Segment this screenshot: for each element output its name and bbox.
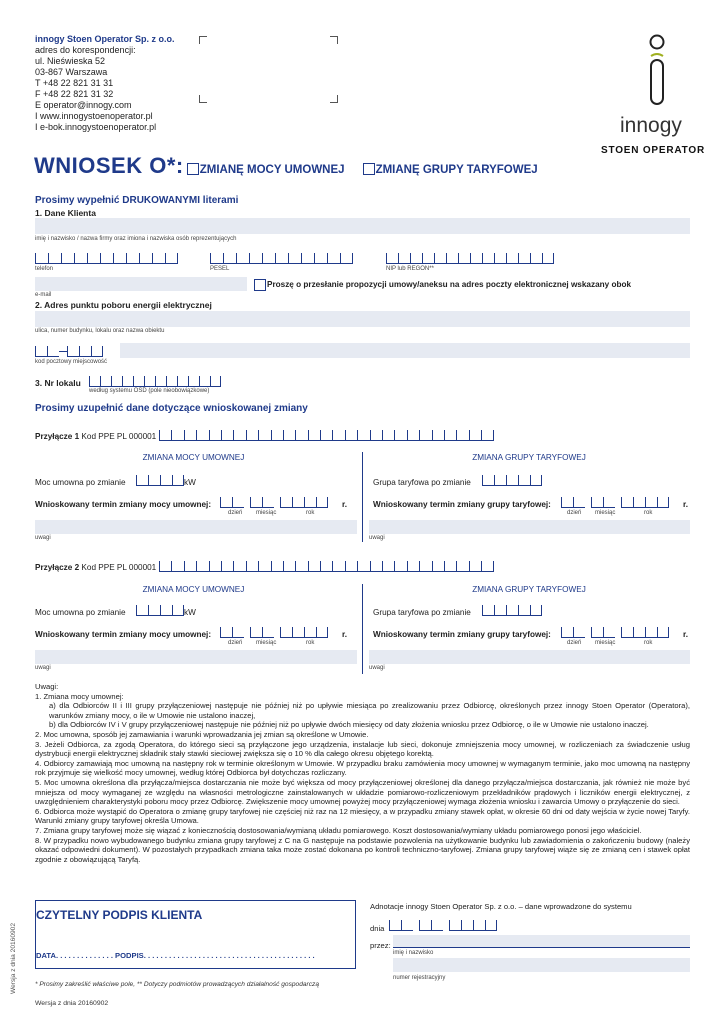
unit-sub-label: według systemu OSD (pole nieobowiązkowe) bbox=[89, 388, 210, 394]
c1-power-term: Wnioskowany termin zmiany mocy umownej: bbox=[35, 500, 212, 509]
c2-power-r: r. bbox=[342, 630, 348, 639]
note-item: 5. Moc umowna określona dla przyłącza/miejsca dostarczania nie może być większa od mocy przyłączeniowej określonej dla danego przyłącza/miejsca dostarczania, jak również nie może być mniejsza od mocy wymaganej ze względu na własności metrologiczne zainstalowanych w układzie pomiarowo-rozliczeniowym przekładników prądowych i liczników energii elektrycznej, z uwzględnieniem charakterystyki poboru mocy przez Odbiorcę. Zwiększenie mocy umownej powyżej mocy przyłączeniowej wymaga złożenia wniosku i zawarcia Umowy o przyłączenie do sieci. bbox=[35, 777, 690, 807]
client-name-label: imię i nazwisko / nazwa firmy oraz imiona i nazwiska osób reprezentujących bbox=[35, 236, 237, 242]
c2-group-term: Wnioskowany termin zmiany grupy taryfowej: bbox=[373, 630, 551, 639]
note-item: 4. Odbiorcy zamawiają moc umowną na następny rok w terminie określonym w Umowie. W przypadku braku zamówienia mocy umownej w wymaganym terminie, jako moc umowną na następny rok przyjmuje się wielkość mocy umownej, według której Odbiorca był dotychczas rozliczany. bbox=[35, 758, 690, 778]
c1-day: dzień bbox=[228, 510, 243, 516]
unit-comb[interactable] bbox=[89, 376, 221, 387]
request-heading: Prosimy uzupełnić dane dotyczące wnioskowanej zmiany bbox=[35, 403, 308, 414]
option-power-label: ZMIANĘ MOCY UMOWNEJ bbox=[199, 164, 345, 176]
email-label: e-mail bbox=[35, 292, 52, 298]
c1-year: rok bbox=[306, 510, 315, 516]
ppe2-comb[interactable] bbox=[159, 561, 494, 572]
window-corner bbox=[199, 36, 207, 44]
company-line: T +48 22 821 31 31 bbox=[35, 78, 114, 88]
pesel-label: PESEL bbox=[210, 266, 230, 272]
company-block bbox=[35, 34, 205, 133]
company-line: I e-bok.innogystoenoperator.pl bbox=[35, 122, 157, 132]
connection2-bold: Przyłącze 2 bbox=[35, 563, 80, 572]
c2-power-date-comb[interactable] bbox=[220, 627, 328, 638]
title-main: WNIOSEK O*: bbox=[34, 153, 184, 178]
annotation-date-label: dnia bbox=[370, 924, 385, 933]
c2-divider bbox=[362, 584, 363, 674]
side-version: Wersja z dnia 20160902 bbox=[10, 923, 17, 994]
c2-g-month: miesiąc bbox=[595, 640, 616, 646]
nip-label: NIP lub REGON** bbox=[386, 266, 434, 272]
ppe1-comb[interactable] bbox=[159, 430, 494, 441]
note-item: 6. Odbiorca może wystąpić do Operatora o zmianę grupy taryfowej nie częściej niż raz na 12 miesięcy, a w przypadku zmiany stawek opłat, w okresie 60 dni od daty wejścia w życie nowej Taryfy. Warunki zmiany grupy taryfowej określa Umowa. bbox=[35, 806, 690, 826]
connection1-bold: Przyłącze 1 bbox=[35, 432, 80, 441]
connection1-label bbox=[35, 432, 156, 441]
window-corner bbox=[330, 95, 338, 103]
c2-group-label: Grupa taryfowa po zmianie bbox=[373, 608, 471, 617]
c2-remarks-right[interactable] bbox=[369, 650, 690, 664]
street-field[interactable] bbox=[35, 311, 690, 327]
c1-power-label: Moc umowna po zmianie bbox=[35, 478, 126, 487]
innogy-logo-icon bbox=[640, 34, 674, 110]
version-label: Wersja z dnia 20160902 bbox=[35, 1000, 109, 1007]
c2-g-year: rok bbox=[644, 640, 653, 646]
company-line: 03-867 Warszawa bbox=[35, 67, 108, 77]
c1-power-r: r. bbox=[342, 500, 348, 509]
c2-g-day: dzień bbox=[567, 640, 582, 646]
c1-left-title: ZMIANA MOCY UMOWNEJ bbox=[142, 453, 245, 462]
phone-comb[interactable] bbox=[35, 253, 178, 264]
c2-power-label: Moc umowna po zmianie bbox=[35, 608, 126, 617]
c2-remarks-label-r: uwagi bbox=[369, 665, 385, 671]
c1-group-comb[interactable] bbox=[482, 475, 542, 486]
city-field[interactable] bbox=[120, 343, 690, 358]
postal-label: kod pocztowy miejscowość bbox=[35, 359, 108, 365]
note-item: 8. W przypadku nowo wybudowanego budynku zmiana grupy taryfowej z C na G następuje na podstawie pozwolenia na użytkowanie budynku lub zawiadomienia o zakończeniu budowy (należy okazać odpowiedni dokument). W pozostałych przypadkach zmiana taka może zostać dokonana po kontroli techniczno-taryfowej. Zmiana grupy taryfowej wiąże się ze zmianą cen i stawek opłat zgodnie z obowiązującą Taryfą. bbox=[35, 835, 690, 864]
option-tariff-label: ZMIANĘ GRUPY TARYFOWEJ bbox=[375, 164, 538, 176]
section2-heading: 2. Adres punktu poboru energii elektrycznej bbox=[35, 300, 212, 310]
c1-g-day: dzień bbox=[567, 510, 582, 516]
c1-power-unit: kW bbox=[184, 478, 196, 487]
note-item: 3. Jeżeli Odbiorca, za zgodą Operatora, do którego sieci są przyłączone jego urządzenia, instalacje lub sieci, dokonuje zmniejszenia mocy umownej, w rozliczeniach za świadczenie usług dystrybucji energii elektrycznej składnik stały stawki sieciowej zwiększa się o 10 % dla całego okresu objętego korektą. bbox=[35, 739, 690, 759]
c2-right-title: ZMIANA GRUPY TARYFOWEJ bbox=[472, 585, 586, 594]
c2-left-title: ZMIANA MOCY UMOWNEJ bbox=[142, 585, 245, 594]
email-consent-label: Proszę o przesłanie propozycji umowy/aneksu na adres poczty elektronicznej wskazany obok bbox=[267, 280, 632, 290]
c2-month: miesiąc bbox=[256, 640, 277, 646]
c1-group-term: Wnioskowany termin zmiany grupy taryfowej: bbox=[373, 500, 551, 509]
section1-heading: 1. Dane Klienta bbox=[35, 208, 96, 218]
annotation-name-field[interactable] bbox=[393, 935, 690, 947]
c2-year: rok bbox=[306, 640, 315, 646]
client-name-field[interactable] bbox=[35, 218, 690, 234]
street-label: ulica, numer budynku, lokalu oraz nazwa obiektu bbox=[35, 328, 165, 334]
c1-power-date-comb[interactable] bbox=[220, 497, 328, 508]
c1-remarks-left[interactable] bbox=[35, 520, 357, 534]
company-line: adres do korespondencji: bbox=[35, 45, 136, 55]
email-consent bbox=[254, 279, 631, 291]
c1-group-date-comb[interactable] bbox=[561, 497, 669, 508]
signature-line: DATA. . . . . . . . . . . . . . PODPIS. . . . . . . . . . . . . . . . . . . . . . . . . . . . . . . . . . . . . . . . . bbox=[36, 951, 315, 960]
footnote: * Prosimy zakreślić właściwe pole, ** Dotyczy podmiotów prowadzących działalność gospodarczą bbox=[35, 981, 320, 988]
signature-title: CZYTELNY PODPIS KLIENTA bbox=[36, 908, 203, 922]
signature-box[interactable] bbox=[35, 900, 356, 969]
annotation-reg-field[interactable] bbox=[393, 958, 690, 972]
page-title bbox=[34, 153, 538, 179]
window-corner bbox=[330, 36, 338, 44]
company-name: innogy Stoen Operator Sp. z o.o. bbox=[35, 34, 175, 44]
c2-remarks-label: uwagi bbox=[35, 665, 51, 671]
c2-group-r: r. bbox=[683, 630, 689, 639]
c1-remarks-label-r: uwagi bbox=[369, 535, 385, 541]
company-line: E operator@innogy.com bbox=[35, 100, 132, 110]
c1-remarks-right[interactable] bbox=[369, 520, 690, 534]
sign-label: PODPIS bbox=[115, 951, 144, 960]
annotation-date-comb[interactable] bbox=[389, 920, 497, 931]
c1-g-year: rok bbox=[644, 510, 653, 516]
c1-divider bbox=[362, 452, 363, 542]
annotation-reg-label: numer rejestracyjny bbox=[393, 975, 446, 981]
note-item: 1. Zmiana mocy umownej: bbox=[35, 691, 124, 701]
c1-group-label: Grupa taryfowa po zmianie bbox=[373, 478, 471, 487]
c2-group-date-comb[interactable] bbox=[561, 627, 669, 638]
c2-power-term: Wnioskowany termin zmiany mocy umownej: bbox=[35, 630, 212, 639]
phone-label: telefon bbox=[35, 266, 54, 272]
nip-comb[interactable] bbox=[386, 253, 554, 264]
note-item: b) dla Odbiorców IV i V grupy przyłączeniowej następuje nie później niż po upływie dwóch miesięcy od daty złożenia wniosku przez Odbiorcę, o ile w Umowie nie ustalono inaczej. bbox=[49, 720, 649, 730]
annotation-name-line bbox=[393, 947, 690, 948]
section3-heading: 3. Nr lokalu bbox=[35, 378, 81, 388]
postal-comb[interactable] bbox=[35, 346, 103, 357]
annotation-by-label: przez: bbox=[370, 941, 391, 950]
c1-remarks-label: uwagi bbox=[35, 535, 51, 541]
c2-power-comb[interactable] bbox=[136, 605, 184, 616]
c1-g-month: miesiąc bbox=[595, 510, 616, 516]
note-item: 7. Zmiana grupy taryfowej może się wiązać z koniecznością dostosowania/wymianą układu pomiarowego. Koszt dostosowania/wymiany układu pomiarowego ponosi jego właściciel. bbox=[35, 825, 642, 835]
note-item: a) dla Odbiorców II i III grupy przyłączeniowej następuje nie później niż po upływie miesiąca po zrealizowaniu przez Odbiorcę, określonych przez innogy Stoen Operator (Operatora), warunków zmiany mocy, o ile w Umowie nie ustalono inaczej, bbox=[49, 701, 690, 720]
window-corner bbox=[199, 95, 207, 103]
connection2-label bbox=[35, 563, 156, 572]
company-line: I www.innogystoenoperator.pl bbox=[35, 111, 153, 121]
c1-power-comb[interactable] bbox=[136, 475, 184, 486]
email-consent-checkbox[interactable] bbox=[254, 279, 266, 291]
connection2-rest: Kod PPE PL 000001 bbox=[79, 563, 157, 572]
c2-power-unit: kW bbox=[184, 608, 196, 617]
logo-sub: STOEN OPERATOR bbox=[601, 145, 705, 156]
note-item: 2. Moc umowna, sposób jej zamawiania i warunki wprowadzania jej zmian są określone w Umowie. bbox=[35, 729, 369, 739]
option-tariff-checkbox[interactable] bbox=[363, 163, 375, 175]
logo-brand: innogy bbox=[620, 114, 682, 137]
c2-group-comb[interactable] bbox=[482, 605, 542, 616]
company-line: ul. Nieświeska 52 bbox=[35, 56, 106, 66]
date-label: DATA bbox=[36, 951, 56, 960]
company-line: F +48 22 821 31 32 bbox=[35, 89, 114, 99]
notes-title: Uwagi: bbox=[35, 682, 59, 691]
c2-remarks-left[interactable] bbox=[35, 650, 357, 664]
intro-text: Prosimy wypełnić DRUKOWANYMI literami bbox=[35, 195, 239, 206]
c1-right-title: ZMIANA GRUPY TARYFOWEJ bbox=[472, 453, 586, 462]
option-power-checkbox[interactable] bbox=[187, 163, 199, 175]
annotation-title: Adnotacje innogy Stoen Operator Sp. z o.o. – dane wprowadzone do systemu bbox=[370, 902, 632, 911]
connection1-rest: Kod PPE PL 000001 bbox=[79, 432, 157, 441]
email-field[interactable] bbox=[35, 277, 247, 291]
pesel-comb[interactable] bbox=[210, 253, 353, 264]
notes-block bbox=[35, 682, 690, 864]
c1-group-r: r. bbox=[683, 500, 689, 509]
annotation-name-label: imię i nazwisko bbox=[393, 950, 434, 956]
c1-month: miesiąc bbox=[256, 510, 277, 516]
c2-day: dzień bbox=[228, 640, 243, 646]
